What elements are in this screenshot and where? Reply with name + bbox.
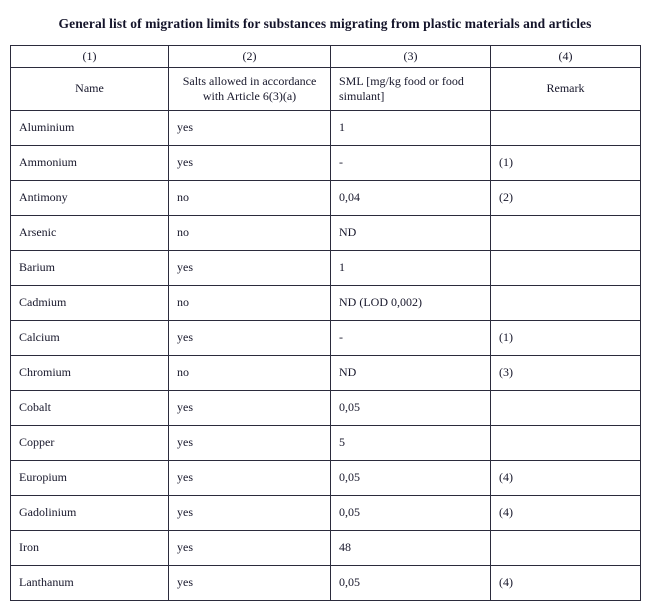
cell-name: Lanthanum (11, 565, 169, 600)
table-row (11, 390, 641, 425)
cell-salts: no (169, 180, 331, 215)
table-row (11, 460, 641, 495)
cell-sml: ND (331, 215, 491, 250)
table-row (11, 425, 641, 460)
cell-sml: - (331, 145, 491, 180)
cell-sml: 0,05 (331, 565, 491, 600)
cell-salts: no (169, 285, 331, 320)
cell-sml: 48 (331, 530, 491, 565)
cell-sml: 0,05 (331, 495, 491, 530)
table-row (11, 565, 641, 600)
cell-remark: (4) (491, 565, 641, 600)
column-number-2: (2) (169, 45, 331, 67)
cell-name: Arsenic (11, 215, 169, 250)
cell-salts: no (169, 215, 331, 250)
table-header-row (11, 67, 641, 110)
table-row (11, 320, 641, 355)
page-title: General list of migration limits for substances migrating from plastic materials and articles (58, 16, 592, 31)
cell-remark: (3) (491, 355, 641, 390)
table-row (11, 180, 641, 215)
cell-name: Barium (11, 250, 169, 285)
cell-name: Copper (11, 425, 169, 460)
cell-sml: - (331, 320, 491, 355)
cell-remark (491, 110, 641, 145)
column-number-4: (4) (491, 45, 641, 67)
cell-name: Gadolinium (11, 495, 169, 530)
column-number-3: (3) (331, 45, 491, 67)
column-header-remark: Remark (491, 67, 641, 110)
column-header-name: Name (11, 67, 169, 110)
cell-salts: yes (169, 460, 331, 495)
column-number-row (11, 45, 641, 67)
cell-sml: 1 (331, 110, 491, 145)
cell-salts: yes (169, 110, 331, 145)
cell-salts: yes (169, 425, 331, 460)
cell-sml: 0,04 (331, 180, 491, 215)
cell-sml: 0,05 (331, 390, 491, 425)
cell-name: Iron (11, 530, 169, 565)
column-header-sml: SML [mg/kg food or food simulant] (331, 67, 491, 110)
table-row (11, 250, 641, 285)
cell-salts: yes (169, 495, 331, 530)
cell-salts: yes (169, 145, 331, 180)
cell-remark (491, 425, 641, 460)
cell-remark (491, 250, 641, 285)
table-row (11, 530, 641, 565)
cell-remark: (1) (491, 320, 641, 355)
cell-remark: (1) (491, 145, 641, 180)
migration-limits-table (10, 45, 641, 601)
table-row (11, 495, 641, 530)
cell-name: Antimony (11, 180, 169, 215)
cell-name: Chromium (11, 355, 169, 390)
cell-name: Europium (11, 460, 169, 495)
cell-name: Aluminium (11, 110, 169, 145)
cell-sml: ND (331, 355, 491, 390)
cell-sml: 1 (331, 250, 491, 285)
cell-salts: yes (169, 320, 331, 355)
cell-remark (491, 530, 641, 565)
cell-salts: yes (169, 565, 331, 600)
cell-remark: (4) (491, 460, 641, 495)
cell-salts: yes (169, 530, 331, 565)
table-row (11, 110, 641, 145)
cell-salts: no (169, 355, 331, 390)
cell-name: Calcium (11, 320, 169, 355)
table-row (11, 215, 641, 250)
table-row (11, 145, 641, 180)
cell-remark: (4) (491, 495, 641, 530)
cell-remark (491, 285, 641, 320)
cell-sml: 5 (331, 425, 491, 460)
table-row (11, 355, 641, 390)
column-number-1: (1) (11, 45, 169, 67)
cell-sml: ND (LOD 0,002) (331, 285, 491, 320)
cell-sml: 0,05 (331, 460, 491, 495)
cell-salts: yes (169, 250, 331, 285)
cell-remark: (2) (491, 180, 641, 215)
table-body (11, 45, 641, 600)
cell-remark (491, 215, 641, 250)
column-header-salts: Salts allowed in accordance with Article 6(3)(a) (169, 67, 331, 110)
cell-salts: yes (169, 390, 331, 425)
cell-name: Cadmium (11, 285, 169, 320)
cell-name: Ammonium (11, 145, 169, 180)
cell-remark (491, 390, 641, 425)
cell-name: Cobalt (11, 390, 169, 425)
table-row (11, 285, 641, 320)
